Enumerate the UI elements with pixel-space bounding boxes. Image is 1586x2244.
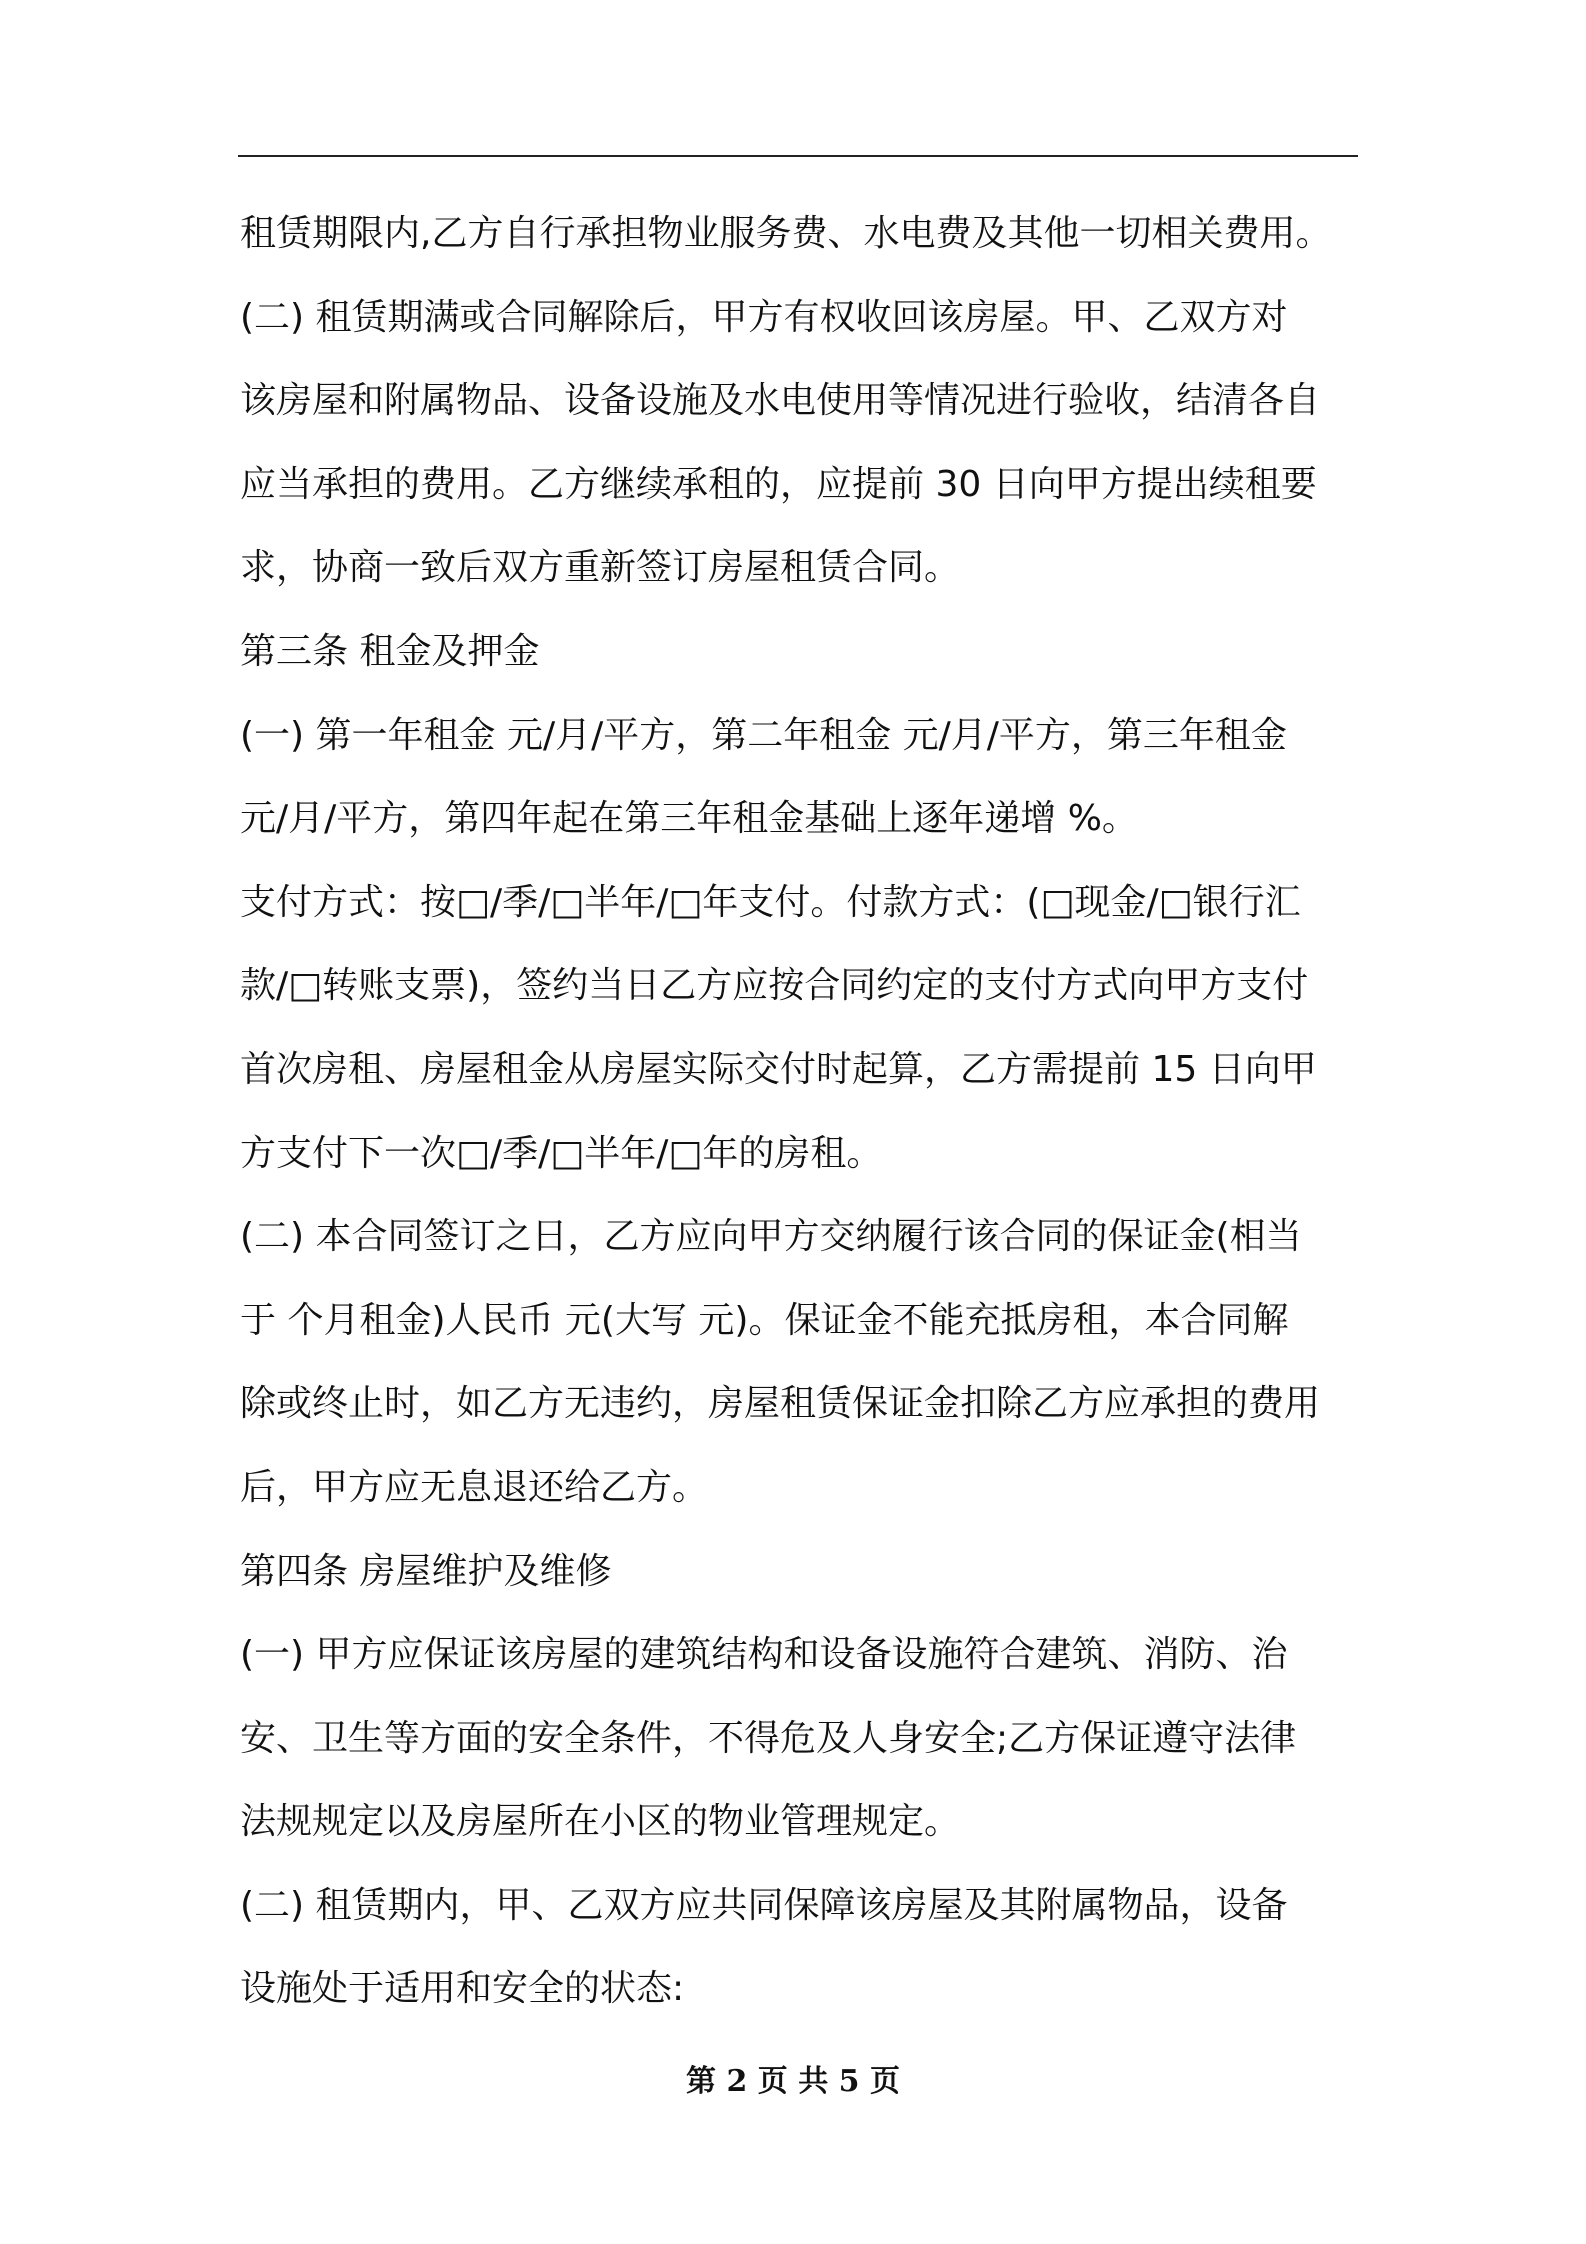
text-line: 支付方式：按□/季/□半年/□年支付。付款方式：(□现金/□银行汇: [240, 881, 1301, 923]
text-line: 应当承担的费用。乙方继续承租的，应提前 30 日向甲方提出续租要: [240, 463, 1317, 505]
text-line: 该房屋和附属物品、设备设施及水电使用等情况进行验收，结清各自: [240, 380, 1321, 422]
text-line: 设施处于适用和安全的状态:: [240, 1968, 685, 2010]
section-heading: 第四条 房屋维护及维修: [240, 1550, 612, 1592]
text-line: 后，甲方应无息退还给乙方。: [240, 1466, 709, 1508]
text-line: 款/□转账支票)，签约当日乙方应按合同约定的支付方式向甲方支付: [240, 965, 1309, 1007]
text-line: 方支付下一次□/季/□半年/□年的房租。: [240, 1132, 883, 1174]
page-number: 第 2 页 共 5 页: [686, 2064, 900, 2099]
text-line: (二) 租赁期满或合同解除后，甲方有权收回该房屋。甲、乙双方对: [240, 296, 1288, 338]
text-line: (一) 第一年租金 元/月/平方，第二年租金 元/月/平方，第三年租金: [240, 714, 1287, 756]
text-line: 除或终止时，如乙方无违约，房屋租赁保证金扣除乙方应承担的费用: [240, 1383, 1321, 1425]
text-line: 于 个月租金)人民币 元(大写 元)。保证金不能充抵房租，本合同解: [240, 1299, 1289, 1341]
text-line: (二) 租赁期内，甲、乙双方应共同保障该房屋及其附属物品，设备: [240, 1884, 1288, 1926]
text-line: (二) 本合同签订之日，乙方应向甲方交纳履行该合同的保证金(相当: [240, 1216, 1302, 1258]
document-body: [240, 192, 1358, 2031]
text-line: (一) 甲方应保证该房屋的建筑结构和设备设施符合建筑、消防、治: [240, 1634, 1288, 1676]
text-line: 法规规定以及房屋所在小区的物业管理规定。: [240, 1801, 961, 1843]
text-line: 安、卫生等方面的安全条件，不得危及人身安全;乙方保证遵守法律: [240, 1717, 1297, 1759]
section-heading: 第三条 租金及押金: [240, 630, 540, 672]
text-line: 元/月/平方，第四年起在第三年租金基础上逐年递增 %。: [240, 798, 1138, 840]
text-line: 首次房租、房屋租金从房屋实际交付时起算，乙方需提前 15 日向甲: [240, 1048, 1317, 1090]
header-rule: [238, 155, 1358, 157]
text-line: 租赁期限内,乙方自行承担物业服务费、水电费及其他一切相关费用。: [240, 213, 1332, 254]
text-line: 求，协商一致后双方重新签订房屋租赁合同。: [240, 547, 961, 589]
